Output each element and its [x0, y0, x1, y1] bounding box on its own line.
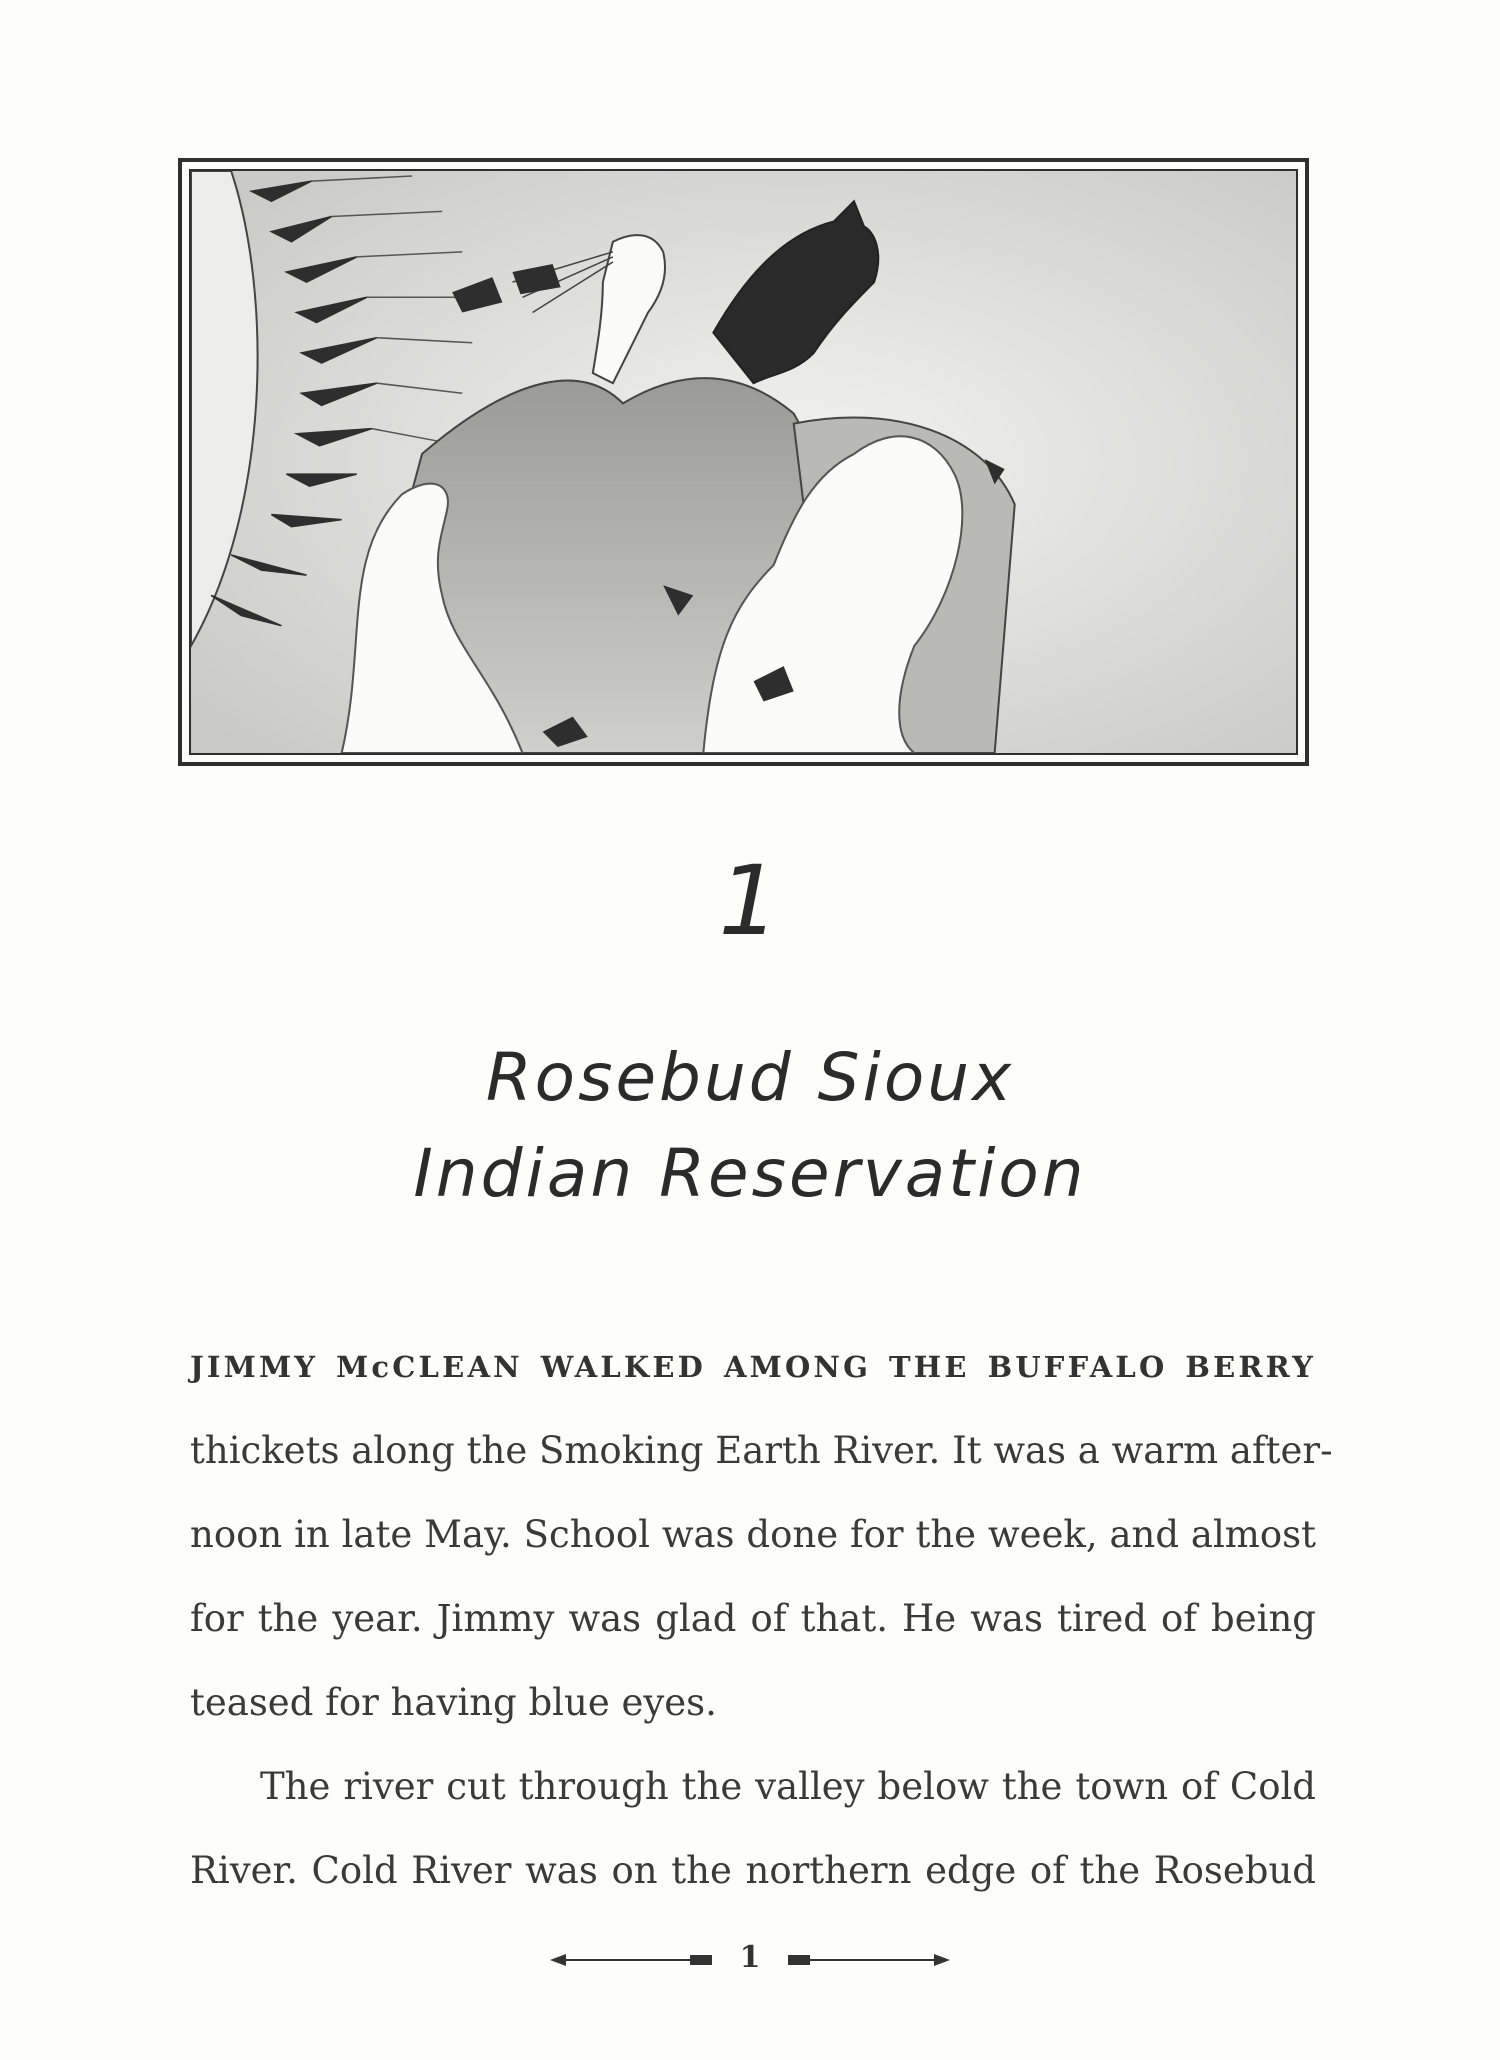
arrow-right-icon [780, 1950, 950, 1970]
chapter-title-line-1: Rosebud Sioux [485, 1039, 1015, 1116]
rider-on-horse-illustration-icon [191, 171, 1296, 753]
page-number: 1 [739, 1940, 761, 1975]
paragraph-line: River. Cold River was on the northern edge of the Rosebud [190, 1849, 1316, 1892]
chapter-illustration [189, 169, 1298, 755]
body-text [190, 1325, 1333, 1913]
chapter-title [0, 1030, 1500, 1222]
chapter-number: 1 [718, 845, 782, 957]
arrow-left-icon [550, 1950, 720, 1970]
chapter-title-line-2: Indian Reservation [413, 1135, 1087, 1212]
lead-in-caps: JIMMY McCLEAN WALKED AMONG THE BUFFALO BERRY [190, 1350, 1316, 1384]
paragraph-line: teased for having blue eyes. [190, 1681, 717, 1724]
paragraph-line: The river cut through the valley below the town of Cold [260, 1765, 1316, 1808]
paragraph-line: noon in late May. School was done for the week, and almost [190, 1513, 1316, 1556]
paragraph-line: thickets along the Smoking Earth River. It was a warm after- [190, 1429, 1333, 1472]
page-folio [0, 1940, 1500, 1980]
paragraph-line: for the year. Jimmy was glad of that. He was tired of being [190, 1597, 1316, 1640]
chapter-illustration-frame [178, 158, 1309, 766]
